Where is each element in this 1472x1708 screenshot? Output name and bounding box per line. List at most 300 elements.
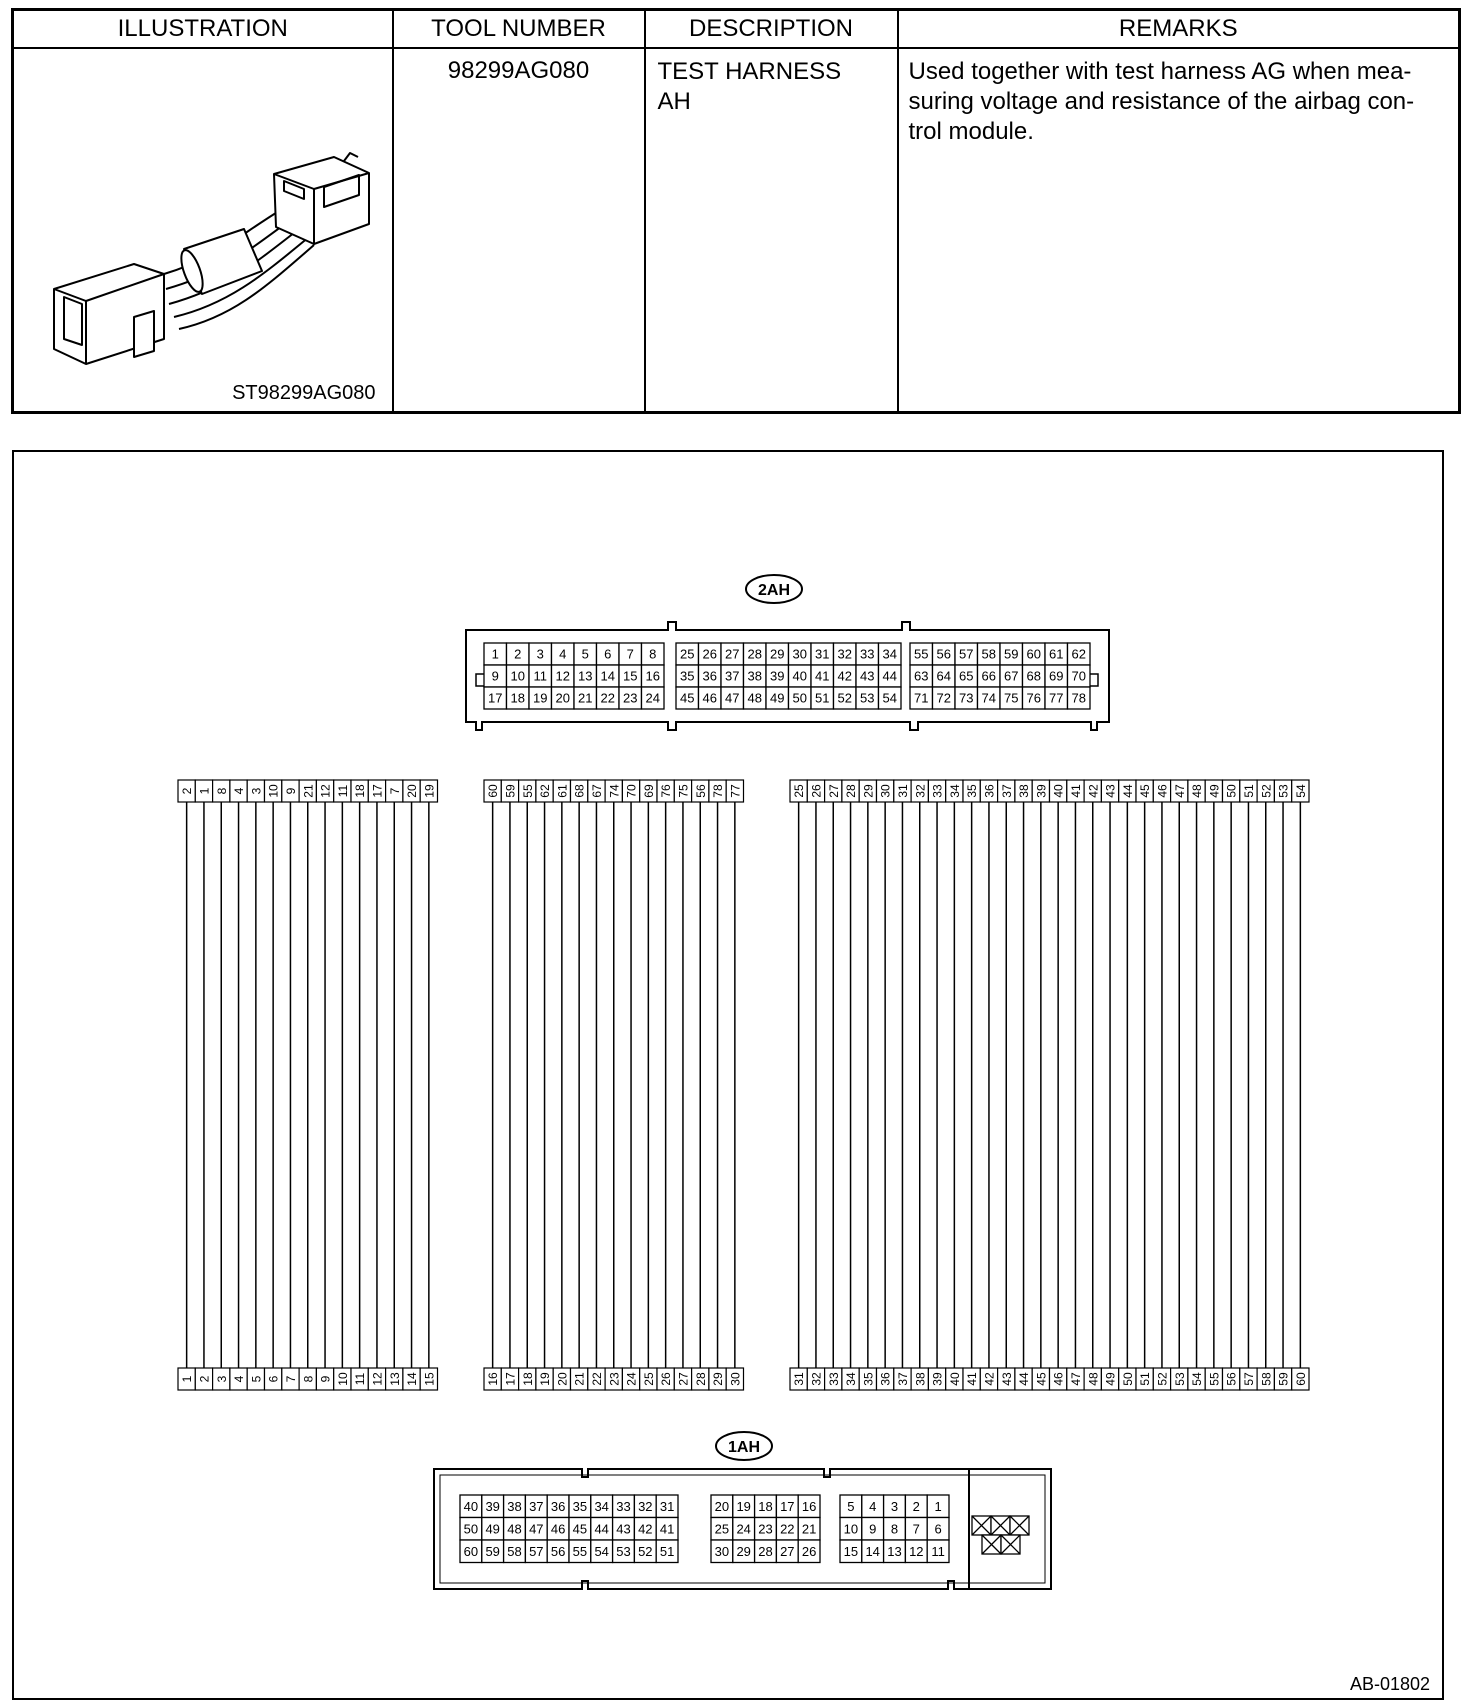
connector-2ah-pin-71	[910, 687, 933, 709]
svg-text:10: 10	[843, 1521, 859, 1537]
svg-text:7: 7	[626, 646, 634, 662]
connector-2ah-pin-38	[744, 665, 767, 687]
wire-tag-top-8	[213, 780, 230, 802]
svg-text:29: 29	[861, 784, 876, 798]
svg-text:43: 43	[860, 668, 875, 684]
wire-tag-bottom-28	[692, 1368, 709, 1390]
connector-1ah-label	[716, 1432, 772, 1460]
wire-tag-bottom-38	[911, 1368, 928, 1390]
wire-tag-bottom-31	[790, 1368, 807, 1390]
connector-2ah-pin-26	[699, 643, 722, 665]
connector-2ah-pin-25	[676, 643, 699, 665]
connector-2ah-pin-77	[1045, 687, 1068, 709]
connector-1ah-pin-56	[547, 1540, 569, 1563]
wire-tag-top-25	[790, 780, 807, 802]
svg-text:48: 48	[1190, 784, 1205, 798]
connector-1ah-pin-31	[656, 1495, 678, 1518]
wire-27	[674, 780, 691, 1390]
blank-cavity-1	[972, 1516, 991, 1535]
tool-number: 98299AG080	[447, 57, 590, 84]
svg-text:60: 60	[1293, 1372, 1308, 1386]
wire-tag-bottom-49	[1101, 1368, 1118, 1390]
connector-1ah-pin-42	[634, 1518, 656, 1541]
wire-tag-bottom-21	[571, 1368, 588, 1390]
wire-56	[1223, 780, 1240, 1390]
connector-1ah-pin-60	[460, 1540, 482, 1563]
connector-2ah-pin-10	[507, 665, 530, 687]
svg-text:7: 7	[387, 787, 402, 795]
svg-text:57: 57	[959, 646, 974, 662]
svg-text:27: 27	[725, 646, 740, 662]
svg-text:27: 27	[780, 1543, 795, 1559]
svg-text:31: 31	[895, 784, 910, 798]
svg-text:63: 63	[914, 668, 929, 684]
connector-2ah-pin-62	[1068, 643, 1091, 665]
wire-tag-top-59	[501, 780, 518, 802]
svg-text:12: 12	[318, 784, 333, 798]
wire-14	[403, 780, 420, 1390]
svg-text:2: 2	[514, 646, 522, 662]
wire-30	[726, 780, 743, 1390]
tool-table	[11, 8, 1461, 414]
wire-tag-top-7	[386, 780, 403, 802]
connector-2ah-pin-16	[642, 665, 665, 687]
wiring-diagram	[14, 452, 1446, 1702]
svg-text:3: 3	[249, 787, 264, 795]
svg-text:38: 38	[747, 668, 762, 684]
wire-tag-top-78	[709, 780, 726, 802]
svg-text:33: 33	[826, 1372, 841, 1386]
wire-tag-top-42	[1084, 780, 1101, 802]
svg-text:61: 61	[555, 784, 570, 798]
connector-1ah-pin-6	[927, 1518, 949, 1541]
connector-2ah-pin-60	[1023, 643, 1046, 665]
connector-1ah-pin-52	[634, 1540, 656, 1563]
svg-text:53: 53	[1276, 784, 1291, 798]
svg-text:50: 50	[463, 1521, 479, 1537]
wire-tag-bottom-36	[877, 1368, 894, 1390]
svg-text:56: 56	[693, 784, 708, 798]
wire-tag-top-40	[1050, 780, 1067, 802]
svg-text:33: 33	[860, 646, 875, 662]
connector-1ah-pin-13	[884, 1540, 906, 1563]
connector-1ah-pin-2	[905, 1495, 927, 1518]
svg-text:34: 34	[882, 646, 897, 662]
wire-12	[368, 780, 385, 1390]
svg-text:11: 11	[533, 668, 547, 684]
wire-tag-top-39	[1032, 780, 1049, 802]
connector-2ah-key-right	[1090, 674, 1098, 686]
connector-1ah-pin-20	[711, 1495, 733, 1518]
connector-2ah-pin-74	[978, 687, 1001, 709]
svg-text:36: 36	[878, 1372, 893, 1386]
svg-text:58: 58	[1259, 1372, 1274, 1386]
connector-2ah	[466, 622, 1109, 730]
connector-1ah	[434, 1469, 1051, 1589]
wire-tag-top-1	[195, 780, 212, 802]
wire-tag-bottom-50	[1119, 1368, 1136, 1390]
svg-text:25: 25	[641, 1372, 656, 1386]
connector-2ah-pin-43	[856, 665, 879, 687]
svg-text:50: 50	[1224, 784, 1239, 798]
connector-1ah-pin-1	[927, 1495, 949, 1518]
wire-tag-bottom-53	[1171, 1368, 1188, 1390]
connector-1ah-pin-18	[755, 1495, 777, 1518]
svg-text:28: 28	[758, 1543, 773, 1559]
svg-text:31: 31	[659, 1498, 675, 1514]
svg-text:14: 14	[405, 1372, 420, 1386]
wire-57	[1240, 780, 1257, 1390]
svg-text:36: 36	[982, 784, 997, 798]
wire-9	[316, 780, 333, 1390]
svg-text:46: 46	[1051, 1372, 1066, 1386]
connector-1ah-pin-14	[862, 1540, 884, 1563]
connector-1ah-pin-15	[840, 1540, 862, 1563]
svg-text:76: 76	[1026, 690, 1041, 706]
svg-text:30: 30	[728, 1372, 743, 1386]
wire-tag-bottom-33	[825, 1368, 842, 1390]
wire-tag-bottom-12	[368, 1368, 385, 1390]
connector-1ah-pin-24	[733, 1518, 755, 1541]
svg-text:60: 60	[463, 1543, 479, 1559]
connector-2ah-pin-33	[856, 643, 879, 665]
wire-tag-top-32	[911, 780, 928, 802]
wire-47	[1067, 780, 1084, 1390]
wire-tag-bottom-2	[195, 1368, 212, 1390]
svg-text:34: 34	[947, 784, 962, 798]
svg-text:31: 31	[792, 1372, 807, 1386]
wire-tag-top-51	[1240, 780, 1257, 802]
svg-text:43: 43	[1103, 784, 1118, 798]
wire-49	[1101, 780, 1118, 1390]
connector-1ah-pin-57	[525, 1540, 547, 1563]
connector-2ah-pin-11	[529, 665, 552, 687]
wire-tag-bottom-52	[1153, 1368, 1170, 1390]
wire-tag-bottom-45	[1032, 1368, 1049, 1390]
wire-23	[605, 780, 622, 1390]
svg-text:42: 42	[638, 1521, 653, 1537]
connector-1ah-pin-16	[798, 1495, 820, 1518]
connector-2ah-pin-41	[811, 665, 834, 687]
svg-text:41: 41	[815, 668, 830, 684]
connector-2ah-pin-49	[766, 687, 789, 709]
svg-text:57: 57	[1241, 1372, 1256, 1386]
svg-text:25: 25	[714, 1521, 730, 1537]
connector-2ah-pin-47	[721, 687, 744, 709]
connector-2ah-pin-34	[879, 643, 902, 665]
svg-text:24: 24	[624, 1372, 639, 1386]
connector-2ah-pin-52	[834, 687, 857, 709]
svg-text:48: 48	[507, 1521, 522, 1537]
svg-text:16: 16	[486, 1372, 501, 1386]
svg-text:23: 23	[758, 1521, 773, 1537]
svg-text:6: 6	[934, 1521, 942, 1537]
wire-21	[571, 780, 588, 1390]
svg-text:18: 18	[520, 1372, 535, 1386]
connector-1ah-pin-54	[591, 1540, 613, 1563]
wire-tag-top-68	[571, 780, 588, 802]
wire-tag-bottom-8	[299, 1368, 316, 1390]
wire-41	[963, 780, 980, 1390]
blank-cavity-4	[982, 1535, 1001, 1554]
connector-1ah-pin-23	[755, 1518, 777, 1541]
wire-tag-bottom-17	[501, 1368, 518, 1390]
connector-2ah-pin-69	[1045, 665, 1068, 687]
connector-2ah-pin-29	[766, 643, 789, 665]
connector-1ah-pin-40	[460, 1495, 482, 1518]
connector-1ah-pin-27	[776, 1540, 798, 1563]
svg-text:55: 55	[572, 1543, 588, 1559]
svg-text:15: 15	[843, 1543, 859, 1559]
svg-text:41: 41	[1068, 784, 1083, 798]
svg-text:1: 1	[180, 1375, 195, 1383]
svg-text:44: 44	[882, 668, 897, 684]
svg-text:37: 37	[999, 784, 1014, 798]
connector-1ah-pin-10	[840, 1518, 862, 1541]
remarks-line-1: Used together with test harness AG when mea-	[908, 58, 1412, 85]
wire-tag-top-37	[998, 780, 1015, 802]
svg-text:38: 38	[1017, 784, 1032, 798]
svg-text:11: 11	[353, 1372, 368, 1386]
wire-tag-top-54	[1292, 780, 1309, 802]
svg-text:47: 47	[1068, 1372, 1083, 1386]
svg-text:28: 28	[844, 784, 859, 798]
svg-text:42: 42	[1086, 784, 1101, 798]
svg-text:9: 9	[318, 1375, 333, 1383]
connector-2ah-key-left	[476, 674, 484, 686]
wire-19	[536, 780, 553, 1390]
connector-2ah-pin-54	[879, 687, 902, 709]
wire-tag-bottom-35	[859, 1368, 876, 1390]
connector-2ah-pin-14	[597, 665, 620, 687]
svg-text:5: 5	[847, 1498, 855, 1514]
svg-text:25: 25	[680, 646, 695, 662]
svg-text:76: 76	[659, 784, 674, 798]
svg-text:11: 11	[931, 1543, 945, 1559]
svg-text:65: 65	[959, 668, 974, 684]
wire-tag-top-33	[928, 780, 945, 802]
connector-2ah-pin-35	[676, 665, 699, 687]
wire-tag-bottom-11	[351, 1368, 368, 1390]
svg-text:41: 41	[965, 1372, 980, 1386]
svg-text:3: 3	[214, 1375, 229, 1383]
connector-1ah-pin-47	[525, 1518, 547, 1541]
connector-1ah-pin-7	[905, 1518, 927, 1541]
connector-1ah-pin-49	[482, 1518, 504, 1541]
connector-1ah-pin-45	[569, 1518, 591, 1541]
svg-text:48: 48	[1086, 1372, 1101, 1386]
svg-text:8: 8	[890, 1521, 899, 1537]
connector-1ah-pin-33	[613, 1495, 635, 1518]
connector-1ah-pin-26	[798, 1540, 820, 1563]
wire-45	[1032, 780, 1049, 1390]
svg-text:75: 75	[1004, 690, 1019, 706]
wire-tag-top-29	[859, 780, 876, 802]
wire-tag-top-61	[553, 780, 570, 802]
connector-2ah-pin-21	[574, 687, 597, 709]
wire-tag-bottom-32	[807, 1368, 824, 1390]
svg-text:32: 32	[837, 646, 852, 662]
svg-text:56: 56	[1224, 1372, 1239, 1386]
connector-1ah-pin-38	[504, 1495, 526, 1518]
svg-text:47: 47	[529, 1521, 544, 1537]
connector-2ah-pin-73	[955, 687, 978, 709]
wire-tag-top-9	[282, 780, 299, 802]
connector-2ah-pin-27	[721, 643, 744, 665]
svg-text:40: 40	[792, 668, 807, 684]
svg-text:36: 36	[702, 668, 717, 684]
svg-text:51: 51	[659, 1543, 675, 1559]
connector-1ah-pin-48	[504, 1518, 526, 1541]
wire-tag-top-35	[963, 780, 980, 802]
connector-1ah-pin-50	[460, 1518, 482, 1541]
svg-text:29: 29	[736, 1543, 751, 1559]
wire-tag-bottom-26	[657, 1368, 674, 1390]
wire-tag-top-4	[230, 780, 247, 802]
connector-1ah-pin-11	[927, 1540, 949, 1563]
svg-text:55: 55	[1207, 1372, 1222, 1386]
wire-54	[1188, 780, 1205, 1390]
svg-text:14: 14	[600, 668, 615, 684]
svg-text:60: 60	[486, 784, 501, 798]
wire-tag-top-46	[1153, 780, 1170, 802]
header-tool-number: TOOL NUMBER	[393, 10, 645, 49]
svg-text:19: 19	[736, 1498, 751, 1514]
svg-text:47: 47	[725, 690, 740, 706]
wire-39	[928, 780, 945, 1390]
connector-1ah-pin-30	[711, 1540, 733, 1563]
svg-text:62: 62	[538, 784, 553, 798]
connector-2ah-pin-31	[811, 643, 834, 665]
wire-tag-top-76	[657, 780, 674, 802]
remarks-cell	[898, 48, 1460, 413]
svg-text:21: 21	[578, 690, 593, 706]
connector-2ah-pin-68	[1023, 665, 1046, 687]
wire-48	[1084, 780, 1101, 1390]
wire-tag-bottom-41	[963, 1368, 980, 1390]
svg-text:5: 5	[249, 1375, 264, 1383]
description-line-2: AH	[657, 88, 691, 115]
connector-2ah-pin-61	[1045, 643, 1068, 665]
svg-text:54: 54	[1190, 1372, 1205, 1386]
svg-text:16: 16	[801, 1498, 817, 1514]
connector-1ah-pin-28	[755, 1540, 777, 1563]
wire-tag-top-41	[1067, 780, 1084, 802]
wire-tag-bottom-18	[519, 1368, 536, 1390]
wire-tag-top-26	[807, 780, 824, 802]
wire-tag-top-48	[1188, 780, 1205, 802]
svg-text:29: 29	[711, 1372, 726, 1386]
svg-text:39: 39	[485, 1498, 500, 1514]
header-remarks: REMARKS	[898, 10, 1460, 49]
svg-text:69: 69	[1049, 668, 1064, 684]
connector-2ah-pin-72	[933, 687, 956, 709]
svg-text:18: 18	[510, 690, 525, 706]
connector-1ah-pin-5	[840, 1495, 862, 1518]
svg-text:35: 35	[572, 1498, 588, 1514]
blank-cavity-5	[1001, 1535, 1020, 1554]
svg-text:66: 66	[981, 668, 996, 684]
connector-2ah-pin-57	[955, 643, 978, 665]
svg-text:27: 27	[826, 784, 841, 798]
svg-text:22: 22	[600, 690, 615, 706]
svg-text:58: 58	[981, 646, 996, 662]
svg-text:33: 33	[930, 784, 945, 798]
wire-tag-top-10	[265, 780, 282, 802]
connector-1ah-pin-3	[884, 1495, 906, 1518]
wire-37	[894, 780, 911, 1390]
svg-text:24: 24	[736, 1521, 751, 1537]
connector-1ah-pin-44	[591, 1518, 613, 1541]
description-line-1: TEST HARNESS	[657, 58, 842, 85]
wire-tag-top-47	[1171, 780, 1188, 802]
wire-6	[265, 780, 282, 1390]
svg-text:28: 28	[693, 1372, 708, 1386]
wire-tag-bottom-7	[282, 1368, 299, 1390]
table-header-row	[13, 10, 1460, 49]
figure-code: AB-01802	[1349, 1674, 1430, 1694]
svg-text:19: 19	[422, 784, 437, 798]
wire-tag-top-53	[1274, 780, 1291, 802]
connector-2ah-pin-5	[574, 643, 597, 665]
connector-1ah-pin-25	[711, 1518, 733, 1541]
wire-tag-top-69	[640, 780, 657, 802]
connector-2ah-pin-3	[529, 643, 552, 665]
wire-tag-top-52	[1257, 780, 1274, 802]
svg-text:44: 44	[594, 1521, 609, 1537]
connector-1ah-pin-12	[905, 1540, 927, 1563]
connector-2ah-pin-67	[1000, 665, 1023, 687]
svg-text:57: 57	[529, 1543, 544, 1559]
svg-text:49: 49	[1207, 784, 1222, 798]
wire-tag-bottom-47	[1067, 1368, 1084, 1390]
svg-text:67: 67	[589, 784, 604, 798]
wire-7	[282, 780, 299, 1390]
wire-32	[807, 780, 824, 1390]
wire-tag-top-60	[484, 780, 501, 802]
wire-tag-top-31	[894, 780, 911, 802]
blank-cavity-2	[991, 1516, 1010, 1535]
svg-text:39: 39	[770, 668, 785, 684]
svg-text:29: 29	[770, 646, 785, 662]
connector-2ah-label-text: 2AH	[757, 582, 791, 599]
svg-text:21: 21	[801, 1521, 817, 1537]
wire-tag-top-56	[692, 780, 709, 802]
wire-tag-top-74	[605, 780, 622, 802]
wire-36	[877, 780, 894, 1390]
svg-text:68: 68	[572, 784, 587, 798]
wire-tag-bottom-27	[674, 1368, 691, 1390]
wire-tag-top-19	[420, 780, 437, 802]
wire-tag-bottom-42	[980, 1368, 997, 1390]
svg-text:53: 53	[1172, 1372, 1187, 1386]
svg-text:40: 40	[947, 1372, 962, 1386]
wire-tag-bottom-60	[1292, 1368, 1309, 1390]
wire-25	[640, 780, 657, 1390]
svg-text:49: 49	[770, 690, 785, 706]
connector-1ah-pin-19	[733, 1495, 755, 1518]
svg-text:56: 56	[936, 646, 951, 662]
svg-text:26: 26	[659, 1372, 674, 1386]
svg-text:74: 74	[981, 690, 996, 706]
wire-58	[1257, 780, 1274, 1390]
wire-tag-bottom-34	[842, 1368, 859, 1390]
svg-text:58: 58	[507, 1543, 522, 1559]
connector-2ah-pin-59	[1000, 643, 1023, 665]
svg-text:24: 24	[645, 690, 660, 706]
svg-text:4: 4	[559, 646, 567, 662]
connector-2ah-pin-9	[484, 665, 507, 687]
